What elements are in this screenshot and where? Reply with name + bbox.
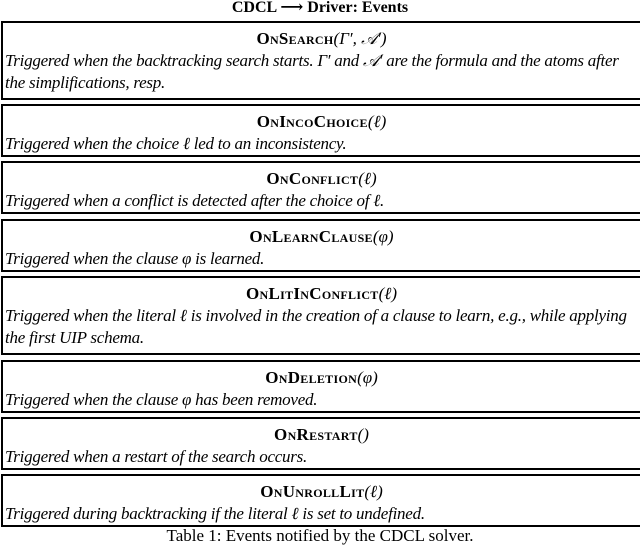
event-row-on-learn-clause: [1, 219, 640, 272]
event-name: OnIncoChoice: [256, 112, 368, 131]
event-description: Triggered when a restart of the search occurs.: [5, 447, 308, 466]
table-title: CDCL ⟶ Driver: Events: [231, 0, 409, 16]
event-row-on-search: [1, 21, 640, 100]
table-caption: Table 1: Events notified by the CDCL solver.: [166, 526, 474, 545]
event-row-on-inco-choice: [1, 104, 640, 157]
event-row-on-lit-in-conflict: [1, 276, 640, 355]
event-args: (φ): [357, 368, 378, 387]
event-name: OnUnrollLit: [260, 482, 365, 501]
event-args: (φ): [372, 227, 394, 246]
event-row-on-deletion: [1, 360, 640, 413]
event-row-on-conflict: [1, 161, 640, 214]
event-description: Triggered during backtracking if the literal ℓ is set to undefined.: [5, 504, 425, 523]
event-description: Triggered when the literal ℓ is involved in the creation of a clause to learn, e.g., while applying the first UIP schema.: [5, 306, 627, 347]
event-row-on-unroll-lit: [1, 474, 640, 527]
event-description: Triggered when the backtracking search starts. Γ′ and 𝒜′ are the formula and the atoms after the simplifications, resp.: [5, 51, 619, 92]
event-description: Triggered when the choice ℓ led to an inconsistency.: [5, 134, 347, 153]
event-args: (ℓ): [364, 482, 383, 501]
event-name: OnDeletion: [265, 368, 358, 387]
event-args: (Γ′, 𝒜′): [333, 29, 387, 48]
event-name: OnLearnClause: [249, 227, 373, 246]
event-args: (ℓ): [367, 112, 387, 131]
event-name: OnSearch: [256, 29, 334, 48]
event-description: Triggered when the clause φ is learned.: [5, 249, 265, 268]
event-description: Triggered when a conflict is detected after the choice of ℓ.: [5, 191, 385, 210]
event-row-on-restart: [1, 417, 640, 470]
event-args: (ℓ): [358, 169, 377, 188]
event-name: OnRestart: [274, 425, 358, 444]
event-args: (): [357, 425, 369, 444]
event-args: (ℓ): [378, 284, 398, 303]
event-name: OnConflict: [266, 169, 359, 188]
event-description: Triggered when the clause φ has been removed.: [5, 390, 318, 409]
event-name: OnLitInConflict: [245, 284, 379, 303]
